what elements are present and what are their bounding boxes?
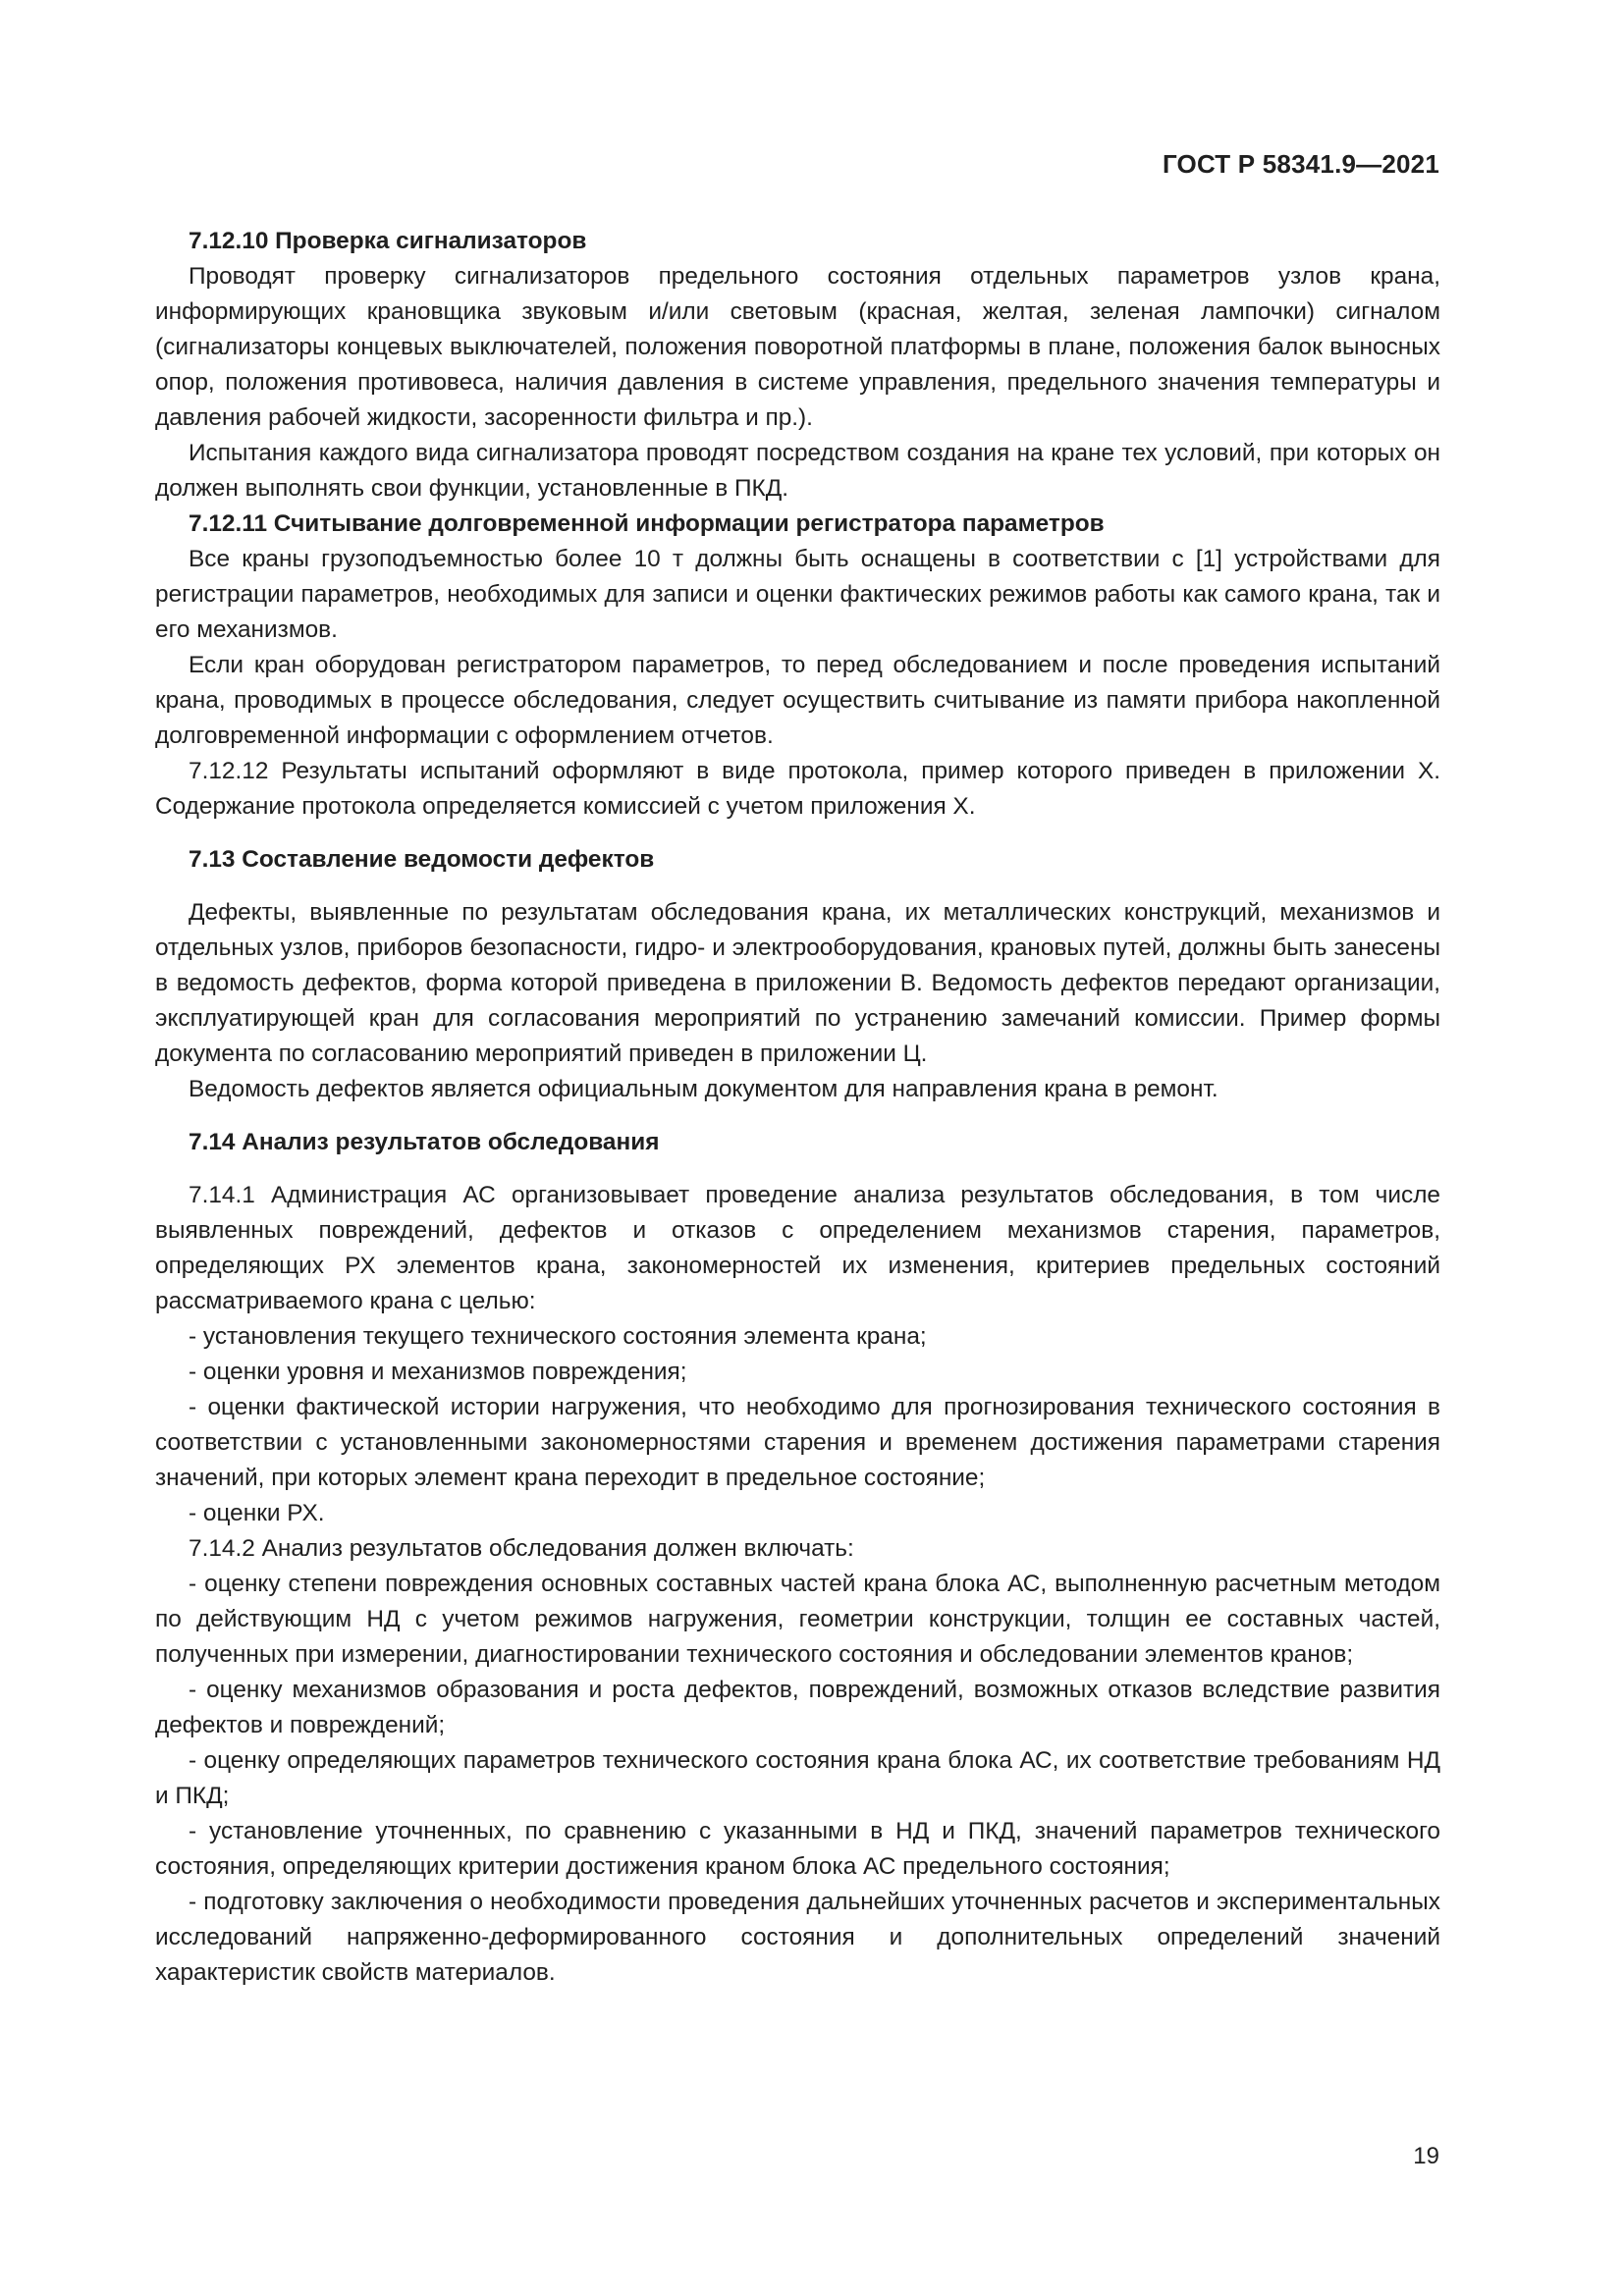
- list-item: - установление уточненных, по сравнению с указанными в НД и ПКД, значений параметров технического состояния, определяющих критерии достижения краном блока АС предельного состояния;: [155, 1818, 1440, 1880]
- page-number: 19: [1413, 2143, 1439, 2169]
- list-item: - оценки фактической истории нагружения, что необходимо для прогнозирования технического состояния в соответствии с установленными закономерностями старения и временем достижения параметрами старения значений, при которых элемент крана переходит в предельное состояние;: [155, 1394, 1440, 1491]
- list-item: - оценку степени повреждения основных составных частей крана блока АС, выполненную расчетным методом по действующим НД с учетом режимов нагружения, геометрии конструкции, толщин ее составных частей, полученных при измерении, диагностировании технического состояния и обследовании элементов кранов;: [155, 1571, 1440, 1668]
- paragraph: Испытания каждого вида сигнализатора проводят посредством создания на кране тех условий, при которых он должен выполнять свои функции, установленные в ПКД.: [155, 440, 1440, 502]
- paragraph: Ведомость дефектов является официальным документом для направления крана в ремонт.: [189, 1076, 1218, 1102]
- document-code: ГОСТ Р 58341.9—2021: [1162, 149, 1439, 179]
- paragraph: 7.14.2 Анализ результатов обследования должен включать:: [189, 1535, 854, 1562]
- paragraph: Дефекты, выявленные по результатам обследования крана, их металлических конструкций, механизмов и отдельных узлов, приборов безопасности, гидро- и электрооборудования, крановых путей, должны быть занесены в ведомость дефектов, форма которой приведена в приложении В. Ведомость дефектов передают организации, эксплуатирующей кран для согласования мероприятий по устранению замечаний комиссии. Пример формы документа по согласованию мероприятий приведен в приложении Ц.: [155, 899, 1440, 1067]
- paragraph: 7.14.1 Администрация АС организовывает проведение анализа результатов обследования, в том числе выявленных повреждений, дефектов и отказов с определением механизмов старения, параметров, определяющих РХ элементов крана, закономерностей их изменения, критериев предельных состояний рассматриваемого крана с целью:: [155, 1182, 1440, 1314]
- list-item: - оценку механизмов образования и роста дефектов, повреждений, возможных отказов вследствие развития дефектов и повреждений;: [155, 1677, 1440, 1738]
- list-item: - установления текущего технического состояния элемента крана;: [189, 1323, 927, 1350]
- document-body: [155, 224, 1440, 1991]
- heading-7-13: 7.13 Составление ведомости дефектов: [189, 846, 655, 873]
- list-item: - оценки уровня и механизмов повреждения;: [189, 1359, 687, 1385]
- heading-7-12-11: 7.12.11 Считывание долговременной информации регистратора параметров: [189, 510, 1105, 537]
- list-item: - оценку определяющих параметров технического состояния крана блока АС, их соответствие требованиям НД и ПКД;: [155, 1747, 1440, 1809]
- heading-7-12-10: 7.12.10 Проверка сигнализаторов: [189, 228, 587, 254]
- heading-7-14: 7.14 Анализ результатов обследования: [189, 1129, 660, 1155]
- paragraph: Проводят проверку сигнализаторов предельного состояния отдельных параметров узлов крана, информирующих крановщика звуковым и/или световым (красная, желтая, зеленая лампочки) сигналом (сигнализаторы концевых выключателей, положения поворотной платформы в плане, положения балок выносных опор, положения противовеса, наличия давления в системе управления, предельного значения температуры и давления рабочей жидкости, засоренности фильтра и пр.).: [155, 263, 1440, 431]
- paragraph: Если кран оборудован регистратором параметров, то перед обследованием и после проведения испытаний крана, проводимых в процессе обследования, следует осуществить считывание из памяти прибора накопленной долговременной информации с оформлением отчетов.: [155, 652, 1440, 749]
- list-item: - оценки РХ.: [189, 1500, 325, 1526]
- paragraph: 7.12.12 Результаты испытаний оформляют в виде протокола, пример которого приведен в приложении Х. Содержание протокола определяется комиссией с учетом приложения Х.: [155, 758, 1440, 820]
- list-item: - подготовку заключения о необходимости проведения дальнейших уточненных расчетов и экспериментальных исследований напряженно-деформированного состояния и дополнительных определений значений характеристик свойств материалов.: [155, 1889, 1440, 1986]
- paragraph: Все краны грузоподъемностью более 10 т должны быть оснащены в соответствии с [1] устройствами для регистрации параметров, необходимых для записи и оценки фактических режимов работы как самого крана, так и его механизмов.: [155, 546, 1440, 643]
